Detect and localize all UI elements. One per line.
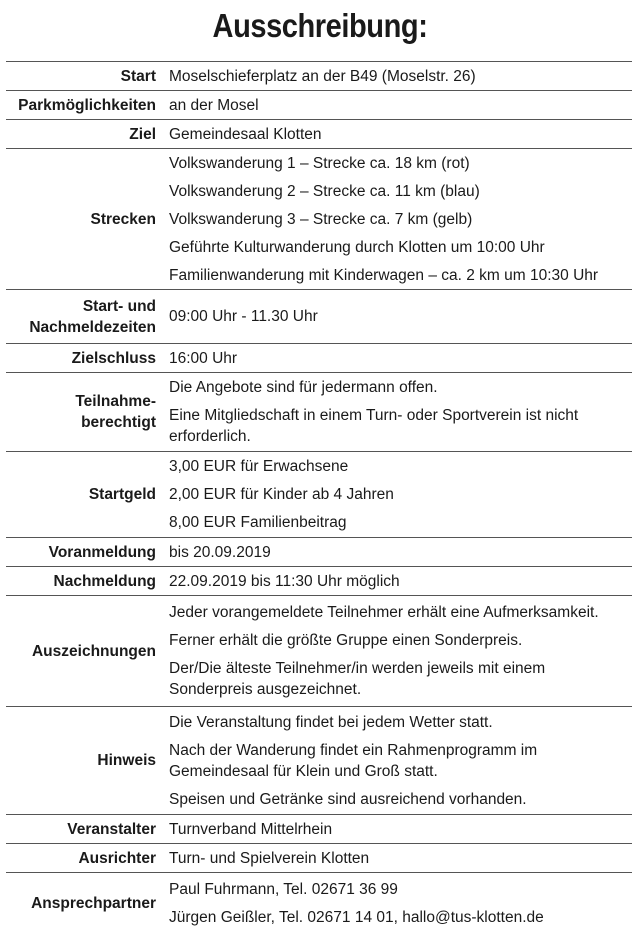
row-label: Hinweis [97, 752, 156, 769]
table-row-entry-fee [6, 452, 632, 538]
row-values [162, 377, 632, 447]
row-label: Ziel [129, 125, 156, 143]
row-values [162, 95, 632, 116]
row-label: Zielschluss [71, 349, 156, 367]
table-row-parking [6, 91, 632, 120]
row-values [162, 66, 632, 87]
row-value: Die Veranstaltung findet bei jedem Wetter statt. [169, 713, 493, 731]
row-value: 22.09.2019 bis 11:30 Uhr möglich [169, 572, 400, 590]
table-row-pre-registration [6, 538, 632, 567]
row-values [162, 602, 632, 700]
row-value: Ferner erhält die größte Gruppe einen Sonderpreis. [169, 632, 523, 649]
row-value: Die Angebote sind für jedermann offen. [169, 379, 438, 396]
row-values [162, 456, 632, 533]
row-values [162, 153, 632, 286]
row-label: Parkmöglichkeiten [18, 96, 156, 114]
table-row-contact [6, 873, 632, 934]
row-value: 3,00 EUR für Erwachsene [169, 458, 349, 475]
row-values [162, 542, 632, 563]
row-label: Startgeld [88, 486, 156, 503]
row-value: Volkswanderung 3 – Strecke ca. 7 km (gelb) [169, 210, 473, 228]
page-title: Ausschreibung: [212, 7, 428, 44]
row-value: Eine Mitgliedschaft in einem Turn- oder Sportverein ist nicht erforderlich. [169, 407, 579, 445]
row-label: Strecken [90, 210, 156, 228]
row-values [162, 124, 632, 145]
row-value: an der Mosel [169, 96, 259, 114]
row-value: Volkswanderung 2 – Strecke ca. 11 km (blau) [169, 182, 480, 200]
table-row-start [6, 62, 632, 91]
row-value: 09:00 Uhr - 11.30 Uhr [169, 308, 318, 325]
row-value: Turn- und Spielverein Klotten [169, 849, 370, 867]
row-value: Speisen und Getränke sind ausreichend vorhanden. [169, 790, 527, 808]
row-label: Start- und Nachmeldezeiten [29, 297, 156, 336]
row-value: bis 20.09.2019 [169, 543, 271, 561]
row-value: Turnverband Mittelrhein [169, 820, 333, 838]
row-value: 2,00 EUR für Kinder ab 4 Jahren [169, 486, 394, 503]
row-label: Voranmeldung [48, 543, 156, 561]
table-row-goal [6, 120, 632, 149]
table-row-awards [6, 596, 632, 707]
row-label: Ausrichter [78, 849, 156, 867]
row-values [162, 348, 632, 369]
row-value: Moselschieferplatz an der B49 (Moselstr. 26) [169, 67, 476, 85]
row-value: Volkswanderung 1 – Strecke ca. 18 km (rot) [169, 154, 470, 172]
row-label: Nachmeldung [53, 572, 156, 590]
row-label: Auszeichnungen [31, 642, 156, 660]
row-value: 16:00 Uhr [169, 349, 238, 367]
row-value: Geführte Kulturwanderung durch Klotten um 10:00 Uhr [169, 238, 545, 256]
row-value: Nach der Wanderung findet ein Rahmenprogramm im Gemeindesaal für Klein und Groß statt. [169, 741, 538, 780]
row-value: Paul Fuhrmann, Tel. 02671 36 99 [169, 881, 398, 898]
table-row-routes [6, 149, 632, 290]
row-value: Jürgen Geißler, Tel. 02671 14 01, hallo@tus-klotten.de [169, 909, 544, 926]
row-values [162, 819, 632, 840]
row-values [162, 712, 632, 810]
info-table [6, 61, 632, 934]
row-value: Der/Die älteste Teilnehmer/in werden jeweils mit einem Sonderpreis ausgezeichnet. [169, 660, 546, 698]
row-value: Gemeindesaal Klotten [169, 125, 322, 143]
row-values [162, 879, 632, 928]
table-row-late-registration [6, 567, 632, 596]
row-value: Jeder vorangemeldete Teilnehmer erhält eine Aufmerksamkeit. [169, 604, 599, 621]
table-row-eligibility [6, 373, 632, 452]
table-row-host [6, 844, 632, 873]
table-row-note [6, 707, 632, 815]
table-row-finish-close [6, 344, 632, 373]
row-label: Veranstalter [67, 820, 156, 838]
table-row-registration-times [6, 290, 632, 344]
row-values [162, 306, 632, 327]
row-label: Teilnahme-berechtigt [75, 393, 156, 431]
row-value: 8,00 EUR Familienbeitrag [169, 514, 347, 531]
row-values [162, 571, 632, 592]
row-label: Start [120, 67, 156, 85]
row-label: Ansprechpartner [31, 895, 156, 912]
row-value: Familienwanderung mit Kinderwagen – ca. 2 km um 10:30 Uhr [169, 266, 599, 284]
table-row-organizer [6, 815, 632, 844]
row-values [162, 848, 632, 869]
